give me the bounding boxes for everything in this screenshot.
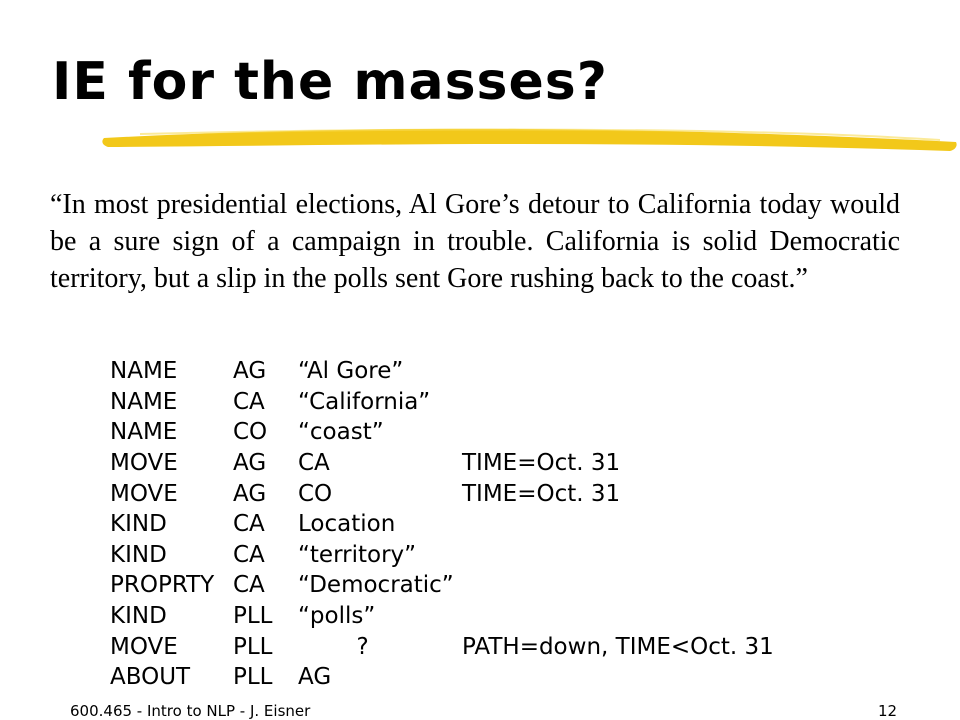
- footer-course: 600.465 - Intro to NLP - J. Eisner: [70, 702, 311, 720]
- fact-attribute: [462, 356, 774, 387]
- fact-relation: ABOUT: [110, 664, 191, 691]
- fact-argument: “coast”: [298, 419, 384, 446]
- fact-relation: KIND: [110, 541, 167, 568]
- fact-subject: CA: [233, 572, 265, 599]
- fact-subject: CA: [233, 388, 265, 415]
- fact-subject: AG: [233, 450, 267, 477]
- fact-argument: Location: [298, 511, 396, 538]
- fact-relation: PROPRTY: [110, 572, 215, 599]
- fact-argument: “Al Gore”: [298, 358, 404, 385]
- fact-row: [110, 417, 774, 448]
- fact-attribute: [462, 417, 774, 448]
- fact-row: [110, 570, 774, 601]
- fact-row: [110, 478, 774, 509]
- fact-subject: AG: [233, 358, 267, 385]
- fact-row: [110, 448, 774, 479]
- fact-relation: NAME: [110, 388, 178, 415]
- fact-relation: MOVE: [110, 450, 178, 477]
- fact-row: [110, 631, 774, 662]
- fact-attribute: [462, 601, 774, 632]
- fact-subject: PLL: [233, 603, 273, 630]
- fact-argument: AG: [298, 664, 332, 691]
- fact-row: [110, 540, 774, 571]
- fact-argument: “California”: [298, 388, 431, 415]
- fact-subject: AG: [233, 480, 267, 507]
- fact-subject: PLL: [233, 664, 273, 691]
- fact-attribute: PATH=down, TIME<Oct. 31: [462, 633, 774, 660]
- fact-relation: KIND: [110, 511, 167, 538]
- fact-row: [110, 662, 774, 693]
- fact-attribute: [462, 387, 774, 418]
- fact-relation: KIND: [110, 603, 167, 630]
- fact-row: [110, 601, 774, 632]
- fact-argument: “Democratic”: [298, 572, 454, 599]
- fact-argument: “polls”: [298, 603, 376, 630]
- title-underline-stroke: [100, 120, 960, 160]
- fact-relation: NAME: [110, 419, 178, 446]
- fact-argument: ?: [298, 633, 369, 660]
- fact-attribute: [462, 540, 774, 571]
- fact-attribute: TIME=Oct. 31: [462, 480, 621, 507]
- fact-argument: CO: [298, 480, 333, 507]
- extracted-facts-table: [110, 356, 774, 693]
- fact-relation: MOVE: [110, 633, 178, 660]
- fact-subject: CO: [233, 419, 268, 446]
- fact-row: [110, 387, 774, 418]
- fact-argument: CA: [298, 450, 330, 477]
- footer-page-number: 12: [878, 702, 898, 720]
- fact-row: [110, 509, 774, 540]
- fact-subject: CA: [233, 511, 265, 538]
- slide-title: IE for the masses?: [52, 52, 608, 112]
- fact-relation: NAME: [110, 358, 178, 385]
- fact-subject: PLL: [233, 633, 273, 660]
- fact-attribute: [462, 662, 774, 693]
- fact-subject: CA: [233, 541, 265, 568]
- fact-attribute: TIME=Oct. 31: [462, 450, 621, 477]
- fact-relation: MOVE: [110, 480, 178, 507]
- fact-attribute: [462, 509, 774, 540]
- fact-attribute: [462, 570, 774, 601]
- news-quote: “In most presidential elections, Al Gore’s detour to California today would be a sure sign of a campaign in trouble. California is solid Democratic territory, but a slip in the polls sent Gore rushing back to the coast.”: [50, 189, 900, 294]
- fact-argument: “territory”: [298, 541, 417, 568]
- fact-row: [110, 356, 774, 387]
